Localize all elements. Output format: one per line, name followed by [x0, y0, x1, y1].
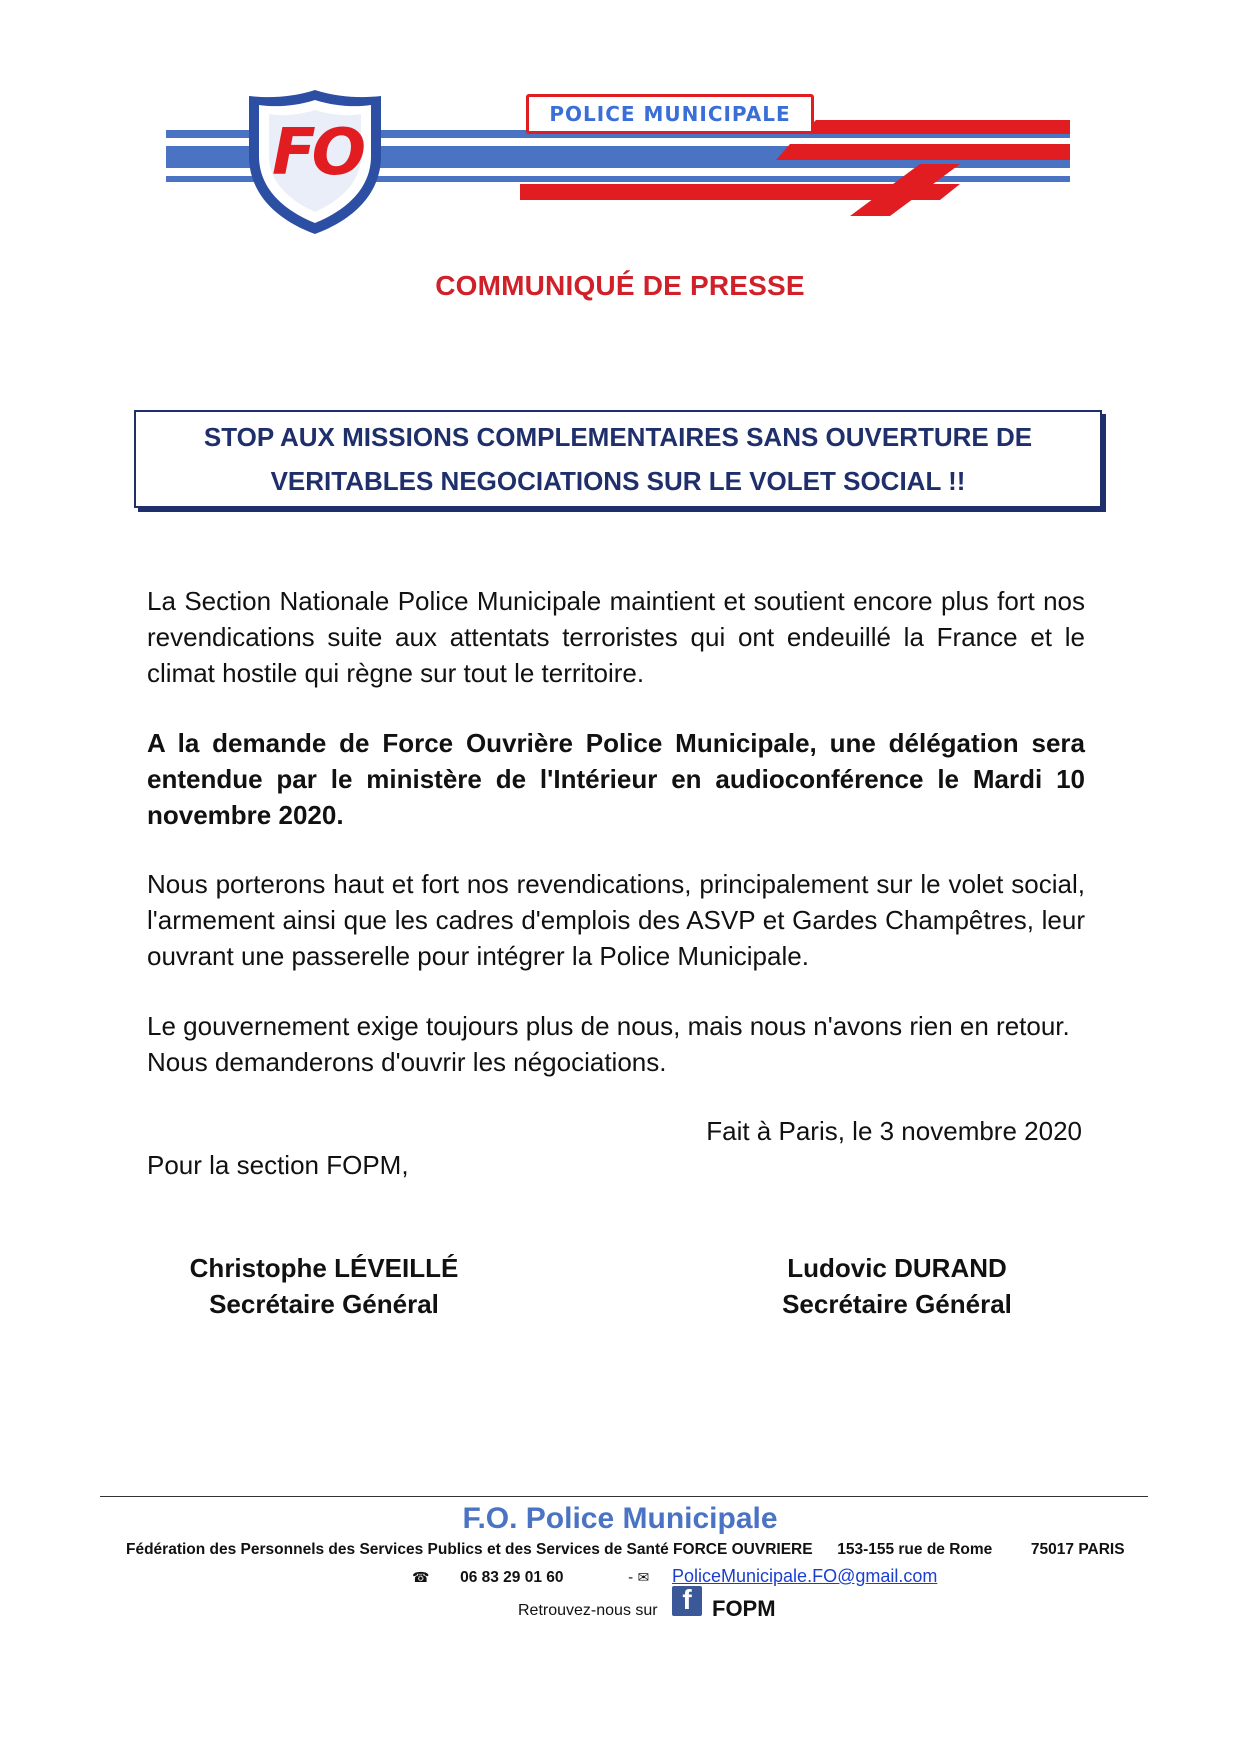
police-municipale-label	[526, 94, 814, 134]
mail-icon: - ✉	[628, 1570, 650, 1586]
footer-email-link[interactable]: PoliceMunicipale.FO@gmail.com	[672, 1566, 938, 1586]
footer-phone: 06 83 29 01 60	[460, 1569, 564, 1586]
press-release-heading: COMMUNIQUÉ DE PRESSE	[435, 270, 805, 301]
signatory-name: Ludovic DURAND	[787, 1253, 1007, 1283]
signatory-right	[697, 1250, 1097, 1322]
footer-title: F.O. Police Municipale	[462, 1502, 778, 1535]
social-name[interactable]: FOPM	[712, 1596, 776, 1621]
paragraph-1: La Section Nationale Police Municipale maintient et soutient encore plus fort nos revendications suite aux attentats terroristes qui ont endeuillé la France et le climat hostile qui règne sur tout le territoire.	[147, 586, 1085, 688]
closing-line: Pour la section FOPM,	[147, 1150, 409, 1180]
signatory-role: Secrétaire Général	[782, 1289, 1012, 1319]
footer-address: 153-155 rue de Rome	[837, 1541, 993, 1558]
footer-address-line	[126, 1541, 1125, 1559]
title-line-1: STOP AUX MISSIONS COMPLEMENTAIRES SANS OUVERTURE DE	[203, 422, 1033, 452]
paragraph-2: A la demande de Force Ouvrière Police Municipale, une délégation sera entendue par le ministère de l'Intérieur en audioconférence le Mardi 10 novembre 2020.	[147, 728, 1085, 830]
header-banner	[160, 80, 1080, 240]
footer-federation: Fédération des Personnels des Services Publics et des Services de Santé FORCE OUVRIERE	[126, 1541, 813, 1558]
date-line: Fait à Paris, le 3 novembre 2020	[706, 1116, 1082, 1146]
paragraph-4-line-2: Nous demanderons d'ouvrir les négociations.	[147, 1047, 667, 1077]
footer-city: 75017 PARIS	[1030, 1541, 1125, 1558]
signatory-role: Secrétaire Général	[209, 1289, 439, 1319]
footer-divider	[100, 1496, 1148, 1497]
phone-icon: ☎	[412, 1570, 430, 1586]
fo-shield-logo	[245, 86, 385, 236]
red-diagonal-shape	[850, 164, 960, 216]
paragraph-4-line-1: Le gouvernement exige toujours plus de nous, mais nous n'avons rien en retour.	[147, 1011, 1070, 1041]
police-municipale-text: POLICE MUNICIPALE	[549, 102, 791, 126]
facebook-icon[interactable]: f	[672, 1586, 702, 1616]
title-box	[134, 410, 1102, 508]
signatory-name: Christophe LÉVEILLÉ	[189, 1253, 459, 1283]
fo-logo-text: FO	[271, 116, 363, 190]
title-line-2: VERITABLES NEGOCIATIONS SUR LE VOLET SOCIAL !!	[270, 466, 966, 496]
social-prefix: Retrouvez-nous sur	[518, 1602, 658, 1619]
footer-contact-line	[412, 1566, 937, 1587]
signatory-left	[124, 1250, 524, 1322]
paragraph-4	[147, 1008, 1085, 1080]
paragraph-3: Nous porterons haut et fort nos revendications, principalement sur le volet social, l'armement ainsi que les cadres d'emplois des ASVP et Gardes Champêtres, leur ouvrant une passerelle pour intégrer la Police Municipale.	[147, 869, 1085, 971]
